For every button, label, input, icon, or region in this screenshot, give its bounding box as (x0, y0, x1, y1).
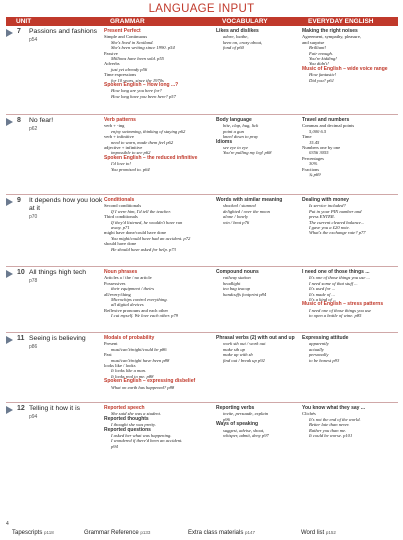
entry-line: How long are you here for? (111, 88, 162, 94)
unit-title[interactable]: All things high tech (29, 269, 87, 276)
section-heading: Phrasal verbs (2) with out and up (216, 335, 295, 341)
entry-line: p96 (223, 416, 230, 422)
entry-line: all digital devices (111, 302, 144, 308)
entry-line: You might/could have had an accident. p72 (111, 235, 191, 241)
entry-line: It's made of ... (309, 291, 335, 297)
footer-tapescripts[interactable] (12, 530, 54, 536)
entry-line: 0356 3055 (309, 150, 329, 156)
entry-line: away. p71 (111, 225, 130, 231)
entry-line: She said she was a student. (111, 411, 162, 417)
entry-line: Reflexive pronouns and each other (104, 307, 169, 313)
entry-line: see eye to eye (223, 145, 249, 151)
entry-line: Is service included? (309, 203, 346, 209)
entry-line: shocked / stunned (223, 203, 256, 209)
unit-number: 11 (17, 335, 25, 342)
entry-line: I'd love to! (111, 161, 131, 167)
entry-line: impossible to see p62 (111, 150, 151, 156)
unit-title[interactable]: It depends how you look at it (29, 197, 103, 212)
section-heading: Modals of probability (104, 335, 155, 341)
footer-tapescripts-label: Tapescripts (12, 530, 43, 536)
header-unit: UNIT (16, 18, 32, 25)
entry-line: Second conditionals (104, 203, 142, 209)
entry-line: Numbers one by one (302, 145, 341, 151)
entry-line: make sth up (223, 346, 245, 352)
entry-line: It could be worse. p101 (309, 433, 353, 439)
unit-number: 12 (17, 405, 25, 412)
entry-line: tea bag teacup (223, 286, 251, 292)
entry-line: just yet already p56 (111, 66, 148, 72)
footer-grammar-ref-page: p133 (140, 530, 151, 535)
unit-number: 9 (17, 197, 21, 204)
entry-line: It's a kind of ... (309, 297, 337, 303)
grammar-column (104, 336, 212, 390)
entry-line: The current cleared balance... (309, 219, 365, 225)
entry-line: invite, persuade, explain (223, 411, 269, 417)
entry-line: How fantastic! (309, 72, 337, 78)
entry-line: Third conditionals (104, 214, 138, 220)
everyday-english-column (302, 406, 398, 438)
footer-grammar-reference[interactable] (84, 530, 150, 536)
unit-separator (6, 194, 398, 195)
entry-line: alone / lonely (223, 214, 249, 220)
entry-line: personally (309, 352, 329, 358)
entry-line: looks like / looks (104, 363, 136, 369)
section-heading: Conditionals (104, 197, 135, 203)
entry-line: ¾ p69 (309, 172, 321, 178)
section-heading: Compound nouns (216, 269, 259, 275)
everyday-english-column (302, 270, 398, 319)
section-heading: Spoken English – the reduced infinitive (104, 154, 198, 161)
section-heading: Spoken English – expressing disbelief (104, 378, 196, 385)
entry-line: fond of p60 (223, 45, 244, 51)
section-heading: Likes and dislikes (216, 28, 259, 34)
play-arrow-icon (6, 270, 13, 278)
entry-line: It looks like a man. (111, 368, 147, 374)
unit-page: p94 (29, 414, 38, 420)
entry-line: actually (309, 346, 324, 352)
entry-line: apparently (309, 341, 329, 347)
entry-line: p94 (111, 443, 118, 449)
entry-line: Rather you than me. (309, 427, 347, 433)
entry-line: I gave you a £20 note. (309, 225, 350, 231)
entry-line: It looks real to me. p88 (111, 373, 154, 379)
vocabulary-column (216, 336, 298, 363)
entry-line: What's the exchange rate? p77 (309, 230, 366, 236)
footer-tapescripts-page: p118 (44, 530, 54, 535)
entry-line: headlight (223, 280, 241, 286)
entry-line: make up with sb (223, 352, 253, 358)
section-heading: You know what they say ... (302, 405, 365, 411)
entry-line: You're kidding! (309, 56, 337, 62)
section-heading: Music of English – wide voice range (302, 65, 388, 72)
entry-line: keen on, crazy about, (223, 39, 263, 45)
entry-line: I asked her what was happening. (111, 433, 172, 439)
footer-extra-label: Extra class materials (188, 530, 244, 536)
grammar-column (104, 406, 212, 449)
section-heading: Words with similar meaning (216, 197, 283, 203)
entry-line: Time expressions (104, 72, 137, 78)
section-heading: Reported thoughts (104, 415, 149, 422)
section-heading: Present Perfect (104, 28, 141, 34)
section-heading: Noun phrases (104, 269, 138, 275)
grammar-column (104, 270, 212, 319)
unit-page: p62 (29, 126, 38, 132)
section-heading: Travel and numbers (302, 117, 350, 123)
entry-line: should have done (104, 241, 137, 247)
unit-number: 10 (17, 269, 25, 276)
entry-line: 5,000 6.5 (309, 128, 327, 134)
footer-extra-materials[interactable] (188, 530, 255, 536)
footer-word-list[interactable] (301, 530, 336, 536)
unit-title[interactable]: No fear! (29, 117, 54, 124)
entry-line: delighted / over the moon (223, 208, 270, 214)
entry-line: Did you? p61 (309, 77, 335, 83)
section-heading: I need one of those things ... (302, 269, 370, 275)
entry-line: verb + infinitive (104, 134, 134, 140)
entry-line: It's used for ... (309, 286, 336, 292)
entry-line: adjective + infinitive (104, 145, 143, 151)
entry-line: must/can't/might/could be p86 (111, 346, 167, 352)
entry-line: handcuffs footprint p84 (223, 291, 267, 297)
unit-separator (6, 402, 398, 403)
section-heading: Reported speech (104, 405, 145, 411)
entry-line: I cut myself. We love each other. p79 (111, 313, 179, 319)
footer-extra-page: p147 (245, 530, 256, 535)
section-heading: Body language (216, 117, 252, 123)
footer-wordlist-page: p152 (325, 530, 336, 535)
unit-title[interactable]: Telling it how it is (29, 405, 80, 412)
section-heading: Verb patterns (104, 117, 136, 123)
footer-wordlist-label: Word list (301, 530, 325, 536)
play-arrow-icon (6, 198, 13, 206)
entry-line: their equipment / theirs (111, 286, 154, 292)
entry-line: Clichés (302, 411, 316, 417)
everyday-english-column (302, 29, 398, 83)
unit-page: p78 (29, 278, 38, 284)
entry-line: Adverbs (104, 61, 120, 67)
entry-line: It's not the end of the world. (309, 416, 361, 422)
entry-line: Commas and decimal points (302, 123, 355, 129)
entry-line: bite, clap, hug, lick (223, 123, 259, 129)
grammar-column (104, 118, 212, 172)
entry-line: point a gun (223, 128, 244, 134)
section-heading: Reported questions (104, 426, 151, 433)
entry-line: find out / break up p92 (223, 357, 265, 363)
entry-line: He should have asked for help. p73 (111, 246, 176, 252)
page-title: LANGUAGE INPUT (148, 3, 255, 15)
section-heading: Reporting verbs (216, 405, 255, 411)
entry-line: She's been writing since 1990. p54 (111, 45, 175, 51)
entry-line: What on earth has happened? p88 (111, 384, 175, 390)
section-heading: Spoken English – How long ...? (104, 82, 179, 89)
entry-line: win / beat p76 (223, 219, 250, 225)
play-arrow-icon (6, 336, 13, 344)
entry-line: Brilliant! (309, 45, 327, 51)
entry-line: You didn't! (309, 61, 329, 67)
vocabulary-column (216, 118, 298, 156)
header-everyday-english: EVERYDAY ENGLISH (308, 18, 374, 25)
vocabulary-column (216, 406, 298, 438)
vocabulary-column (216, 270, 298, 297)
unit-separator (6, 266, 398, 267)
vocabulary-column (216, 198, 298, 225)
entry-line: Better late than never. (309, 422, 350, 428)
page-number: 4 (6, 521, 9, 527)
entry-line: If I were him, I'd tell the teacher. (111, 208, 171, 214)
unit-title[interactable]: Passions and fashions (29, 28, 98, 35)
entry-line: railway station (223, 275, 251, 281)
entry-line: Past (104, 352, 112, 358)
entry-line: Fractions (302, 166, 320, 172)
section-heading: Expressing attitude (302, 335, 349, 341)
grammar-column (104, 29, 212, 99)
header-grammar: GRAMMAR (110, 18, 145, 25)
entry-line: 15.45 (309, 139, 320, 145)
entry-line: Microchips control everything. (111, 297, 168, 303)
entry-line: need to warn, made them feel p62 (111, 139, 174, 145)
section-heading: Idioms (216, 138, 233, 145)
entry-line: 30% (309, 161, 318, 167)
everyday-english-column (302, 118, 398, 177)
everyday-english-column (302, 336, 398, 363)
entry-line: must/can't/might have been p88 (111, 357, 170, 363)
entry-line: I need some of that stuff ... (309, 280, 358, 286)
entry-line: verb + -ing (104, 123, 125, 129)
entry-line: for 10 years, since the 1970s (111, 77, 164, 83)
footer-grammar-ref-label: Grammar Reference (84, 530, 139, 536)
entry-line: Millions have been sold. p55 (111, 56, 164, 62)
entry-line: Percentages (302, 155, 324, 161)
unit-page: p86 (29, 344, 38, 350)
entry-line: Agreement, sympathy, pleasure, (302, 34, 362, 40)
section-heading: Making the right noises (302, 28, 358, 34)
play-arrow-icon (6, 406, 13, 414)
entry-line: I wondered if there'd been an accident. (111, 438, 183, 444)
entry-line: How long have you been here? p57 (111, 93, 176, 99)
unit-number: 8 (17, 117, 21, 124)
entry-line: Passive (104, 50, 118, 56)
entry-line: Fair enough. (309, 50, 333, 56)
play-arrow-icon (6, 29, 13, 37)
entry-line: Put in your PIN number and (309, 208, 362, 214)
entry-line: and surprise (302, 39, 325, 45)
table-header (6, 17, 398, 26)
unit-page: p70 (29, 214, 38, 220)
section-heading: Ways of speaking (216, 421, 259, 428)
section-heading: Dealing with money (302, 197, 349, 203)
entry-line: whisper, admit, deny p97 (223, 433, 269, 439)
entry-line: You promised to. p64 (111, 166, 150, 172)
entry-line: Present (104, 341, 118, 347)
entry-line: to be honest p93 (309, 357, 340, 363)
entry-line: to open a bottle of wine. p85 (309, 313, 362, 319)
unit-separator (6, 332, 398, 333)
entry-line: I thought she was pretty. (111, 422, 156, 428)
entry-line: suggest, advise, shout, (223, 427, 265, 433)
entry-line: enjoy swimming, thinking of staying p62 (111, 128, 186, 134)
entry-line: might have done/could have done (104, 230, 166, 236)
unit-number: 7 (17, 28, 21, 35)
entry-line: She's lived in Scotland. (111, 39, 154, 45)
everyday-english-column (302, 198, 398, 236)
vocabulary-column (216, 29, 298, 51)
entry-line: kneel down to pray (223, 134, 259, 140)
play-arrow-icon (6, 118, 13, 126)
entry-line: Time (302, 134, 312, 140)
entry-line: all/every/thing (104, 291, 131, 297)
unit-title[interactable]: Seeing is believing (29, 335, 86, 342)
entry-line: You're pulling my leg! p68 (223, 150, 272, 156)
unit-page: p54 (29, 37, 38, 43)
entry-line: press ENTER. (309, 214, 335, 220)
entry-line: adore, loathe, (223, 34, 249, 40)
entry-line: It's one of those things you use ... (309, 275, 370, 281)
grammar-column (104, 198, 212, 252)
unit-separator (6, 114, 398, 115)
entry-line: If they'd listened, he wouldn't have run (111, 219, 183, 225)
header-vocabulary: VOCABULARY (222, 18, 268, 25)
entry-line: work sth out / work out (223, 341, 266, 347)
entry-line: Possessives (104, 280, 126, 286)
entry-line: I need one of those things you use (309, 307, 372, 313)
entry-line: Articles a / the / no article (104, 275, 152, 281)
entry-line: Simple and Continuous (104, 34, 148, 40)
section-heading: Music of English – stress patterns (302, 301, 384, 308)
